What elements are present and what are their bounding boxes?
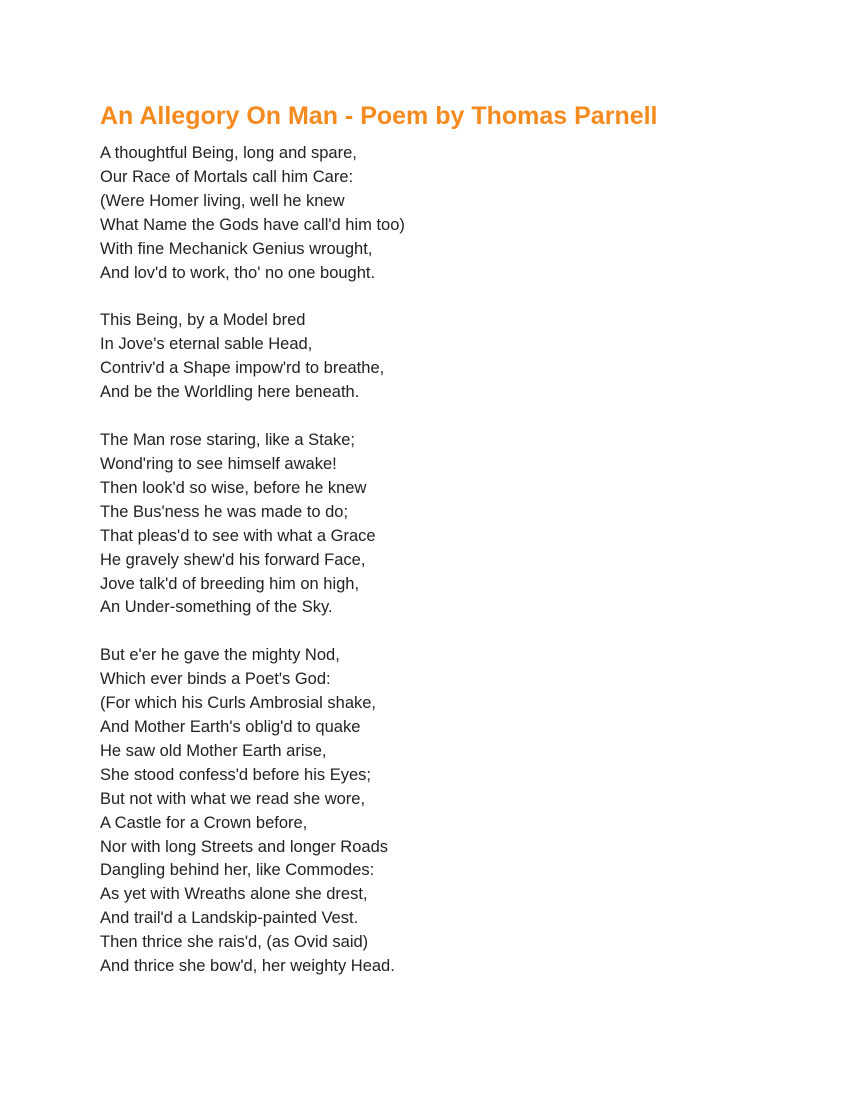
stanza-3 [100,429,800,620]
poem-line: The Man rose staring, like a Stake; [100,431,355,450]
poem-line: He saw old Mother Earth arise, [100,741,327,760]
poem-line: With fine Mechanick Genius wrought, [100,239,373,258]
poem-line: That pleas'd to see with what a Grace [100,526,376,545]
poem-line: A Castle for a Crown before, [100,813,308,832]
stanza-1 [100,142,800,285]
poem-line: As yet with Wreaths alone she drest, [100,885,368,904]
poem-line: Our Race of Mortals call him Care: [100,167,354,186]
poem-title: An Allegory On Man - Poem by Thomas Parnell [100,102,658,130]
poem-line: An Under-something of the Sky. [100,598,333,617]
poem-line: (For which his Curls Ambrosial shake, [100,694,377,713]
poem-line: Then thrice she rais'd, (as Ovid said) [100,933,369,952]
poem-line: But e'er he gave the mighty Nod, [100,646,340,665]
poem-line: And be the Worldling here beneath. [100,383,360,402]
poem-line: The Bus'ness he was made to do; [100,502,349,521]
poem-line: In Jove's eternal sable Head, [100,335,313,354]
poem-line: And Mother Earth's oblig'd to quake [100,718,361,737]
poem-line: Wond'ring to see himself awake! [100,454,337,473]
poem-line: A thoughtful Being, long and spare, [100,144,357,162]
poem-line: She stood confess'd before his Eyes; [100,765,371,784]
poem-line: Then look'd so wise, before he knew [100,478,367,497]
stanza-2 [100,309,800,405]
document-page [100,98,800,1003]
poem-line: What Name the Gods have call'd him too) [100,215,405,234]
poem-line: But not with what we read she wore, [100,789,366,808]
poem-line: Contriv'd a Shape impow'rd to breathe, [100,359,385,378]
poem-line: This Being, by a Model bred [100,311,306,330]
poem-line: Nor with long Streets and longer Roads [100,837,388,856]
poem-line: He gravely shew'd his forward Face, [100,550,366,569]
poem-line: (Were Homer living, well he knew [100,191,345,210]
poem-line: And thrice she bow'd, her weighty Head. [100,957,395,976]
poem-line: Jove talk'd of breeding him on high, [100,574,360,593]
poem-line: And trail'd a Landskip-painted Vest. [100,909,359,928]
stanza-4 [100,644,800,979]
poem-line: Which ever binds a Poet's God: [100,670,331,689]
poem-body [100,142,800,979]
poem-line: And lov'd to work, tho' no one bought. [100,263,376,282]
poem-line: Dangling behind her, like Commodes: [100,861,375,880]
